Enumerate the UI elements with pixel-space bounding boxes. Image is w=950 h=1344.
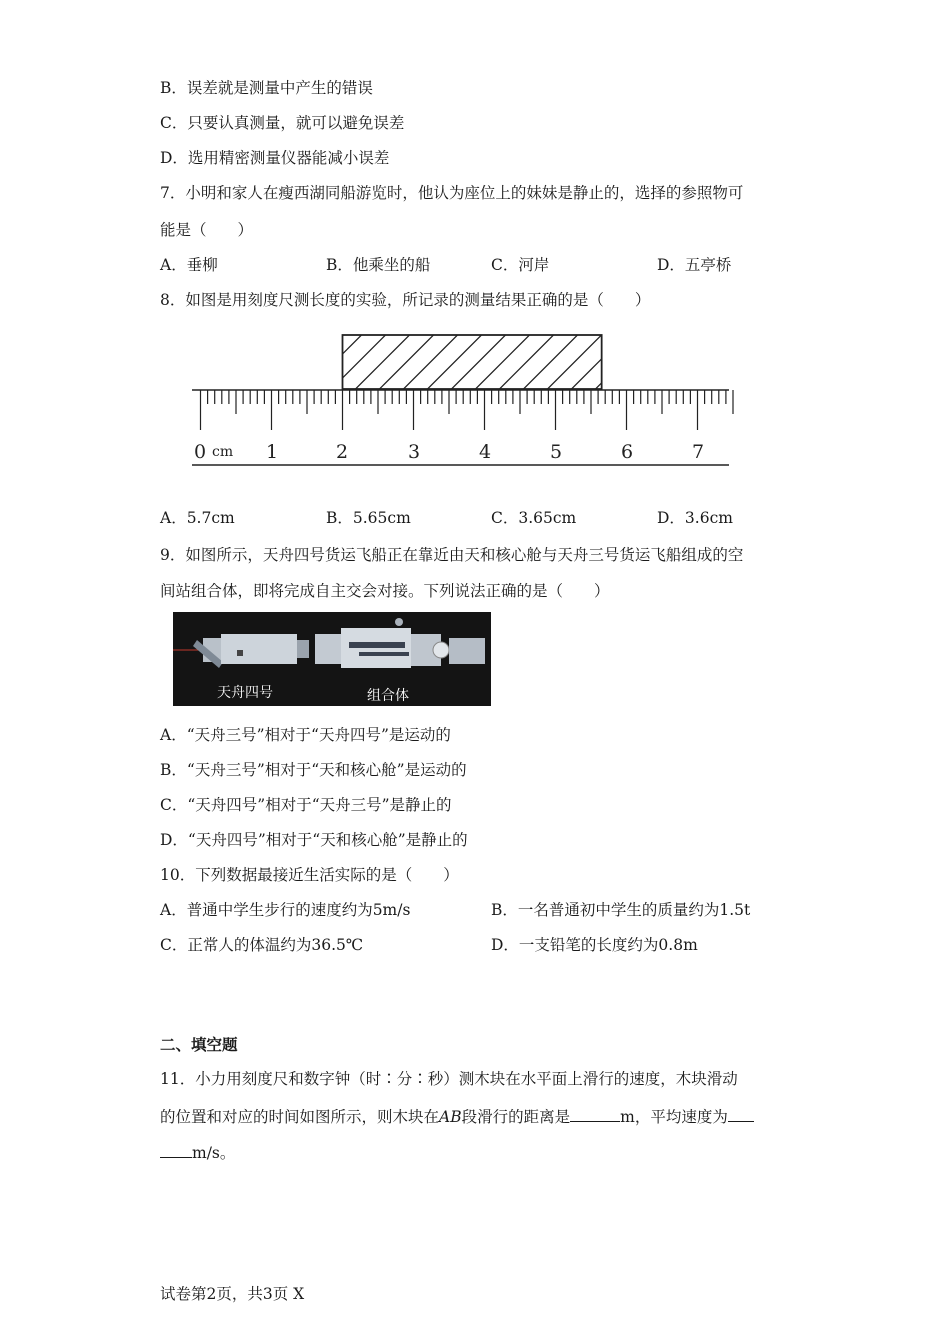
hatch-line — [355, 332, 413, 390]
hatch-line — [547, 332, 605, 390]
q11-text-c: m，平均速度为 — [620, 1108, 728, 1126]
hatch-line — [451, 332, 509, 390]
block-hatching — [283, 332, 653, 390]
caption-tianzhou4: 天舟四号 — [217, 685, 273, 701]
hatch-line — [283, 332, 341, 390]
q6-option-b: B．误差就是测量中产生的错误 — [160, 79, 373, 97]
hatch-line — [571, 332, 629, 390]
tianzhou3-module — [315, 634, 341, 664]
q7-stem-line1: 7．小明和家人在瘦西湖同船游览时，他认为座位上的妹妹是静止的，选择的参照物可 — [160, 184, 744, 202]
q11-speed-blank-part2[interactable] — [160, 1143, 192, 1158]
docking-port — [433, 642, 449, 658]
q9-stem-line2: 间站组合体，即将完成自主交会对接。下列说法正确的是（ ） — [160, 582, 610, 600]
q11-text-a: 的位置和对应的时间如图所示，则木块在 — [160, 1108, 440, 1126]
tick-label-7: 7 — [692, 441, 705, 463]
q7-option-c: C．河岸 — [491, 256, 550, 274]
tick-label-1: 1 — [266, 441, 279, 463]
hatch-line — [499, 332, 557, 390]
caption-combined-station: 组合体 — [367, 688, 409, 704]
tick-label-3: 3 — [408, 441, 421, 463]
hatch-line — [403, 332, 461, 390]
tick-label-2: 2 — [336, 441, 349, 463]
q11-distance-blank[interactable] — [570, 1107, 620, 1122]
ruler-ticks — [201, 390, 734, 430]
tick-label-6: 6 — [621, 441, 634, 463]
hatch-line — [307, 332, 365, 390]
q9-stem-line1: 9．如图所示，天舟四号货运飞船正在靠近由天和核心舱与天舟三号货运飞船组成的空 — [160, 546, 744, 564]
tianzhou4-engine — [297, 640, 309, 658]
hatch-line — [427, 332, 485, 390]
q11-stem-line3 — [160, 1143, 235, 1163]
measured-block — [343, 335, 602, 389]
q11-text-b: 段滑行的距离是 — [461, 1108, 571, 1126]
unit-label: cm — [212, 444, 234, 460]
hatch-line — [379, 332, 437, 390]
q8-option-b: B．5.65cm — [326, 509, 411, 527]
q6-option-d: D．选用精密测量仪器能减小误差 — [160, 149, 390, 167]
rear-module — [449, 638, 485, 664]
hatch-line — [331, 332, 389, 390]
q10-option-d: D．一支铅笔的长度约为0.8m — [491, 936, 698, 954]
hatch-line — [523, 332, 581, 390]
q8-option-c: C．3.65cm — [491, 509, 577, 527]
tianzhou4-window — [237, 650, 243, 656]
q8-option-d: D．3.6cm — [657, 509, 733, 527]
q10-option-a: A．普通中学生步行的速度约为5m/s — [160, 901, 411, 919]
q7-option-a: A．垂柳 — [160, 256, 218, 274]
tianhe-solar-array-left — [349, 642, 405, 648]
q11-segment-ab: AB — [439, 1108, 462, 1126]
tianhe-solar-array-right — [359, 652, 409, 656]
hatch-line — [475, 332, 533, 390]
q8-option-a: A．5.7cm — [160, 509, 235, 527]
ruler-figure — [188, 330, 740, 470]
tick-label-4: 4 — [479, 441, 492, 463]
q11-stem-line1: 11．小力用刻度尺和数字钟（时∶分∶秒）测木块在水平面上滑行的速度，木块滑动 — [160, 1070, 738, 1088]
page-footer: 试卷第2页，共3页 X — [160, 1285, 305, 1303]
q9-option-d: D．“天舟四号”相对于“天和核心舱”是静止的 — [160, 831, 468, 849]
q7-option-d: D．五亭桥 — [657, 256, 732, 274]
q10-option-b: B．一名普通初中学生的质量约为1.5t — [491, 901, 751, 919]
space-station-photo — [173, 612, 491, 706]
q8-stem: 8．如图是用刻度尺测长度的实验，所记录的测量结果正确的是（ ） — [160, 291, 651, 309]
q7-option-b: B．他乘坐的船 — [326, 256, 431, 274]
q7-stem-line2: 能是（ ） — [160, 221, 254, 239]
q10-option-c: C．正常人的体温约为36.5℃ — [160, 936, 364, 954]
q9-option-a: A．“天舟三号”相对于“天舟四号”是运动的 — [160, 726, 451, 744]
section-heading-fill-blank: 二、填空题 — [160, 1035, 238, 1054]
q9-option-c: C．“天舟四号”相对于“天舟三号”是静止的 — [160, 796, 452, 814]
antenna-dish — [395, 618, 403, 626]
hatch-line — [595, 332, 653, 390]
q10-stem: 10．下列数据最接近生活实际的是（ ） — [160, 866, 459, 884]
q9-option-b: B．“天舟三号”相对于“天和核心舱”是运动的 — [160, 761, 467, 779]
q11-text-d: m/s。 — [192, 1144, 236, 1162]
tick-label-5: 5 — [550, 441, 563, 463]
tianzhou4-body — [221, 634, 297, 664]
q6-option-c: C．只要认真测量，就可以避免误差 — [160, 114, 405, 132]
q11-stem-line2 — [160, 1107, 754, 1127]
q11-speed-blank-part1[interactable] — [728, 1107, 754, 1122]
tick-label-0: 0 — [194, 441, 207, 463]
